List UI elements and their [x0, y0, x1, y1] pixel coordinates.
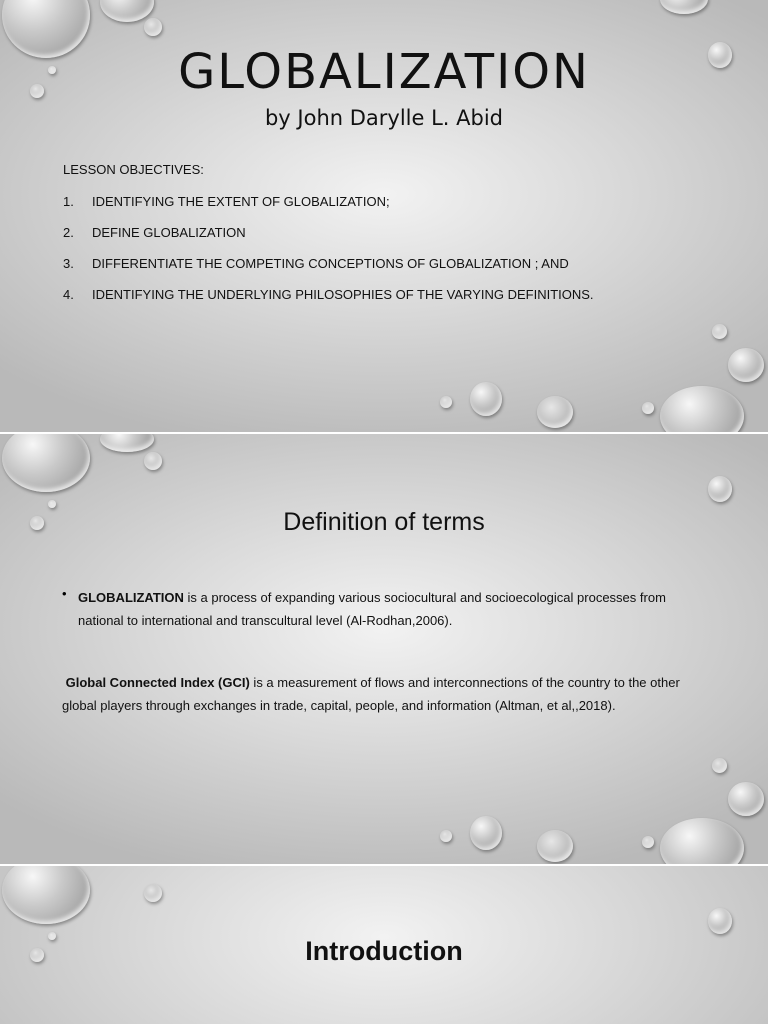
water-drop-decoration — [440, 830, 452, 842]
water-drop-decoration — [48, 500, 56, 508]
water-drop-decoration — [712, 758, 727, 773]
slide-title: GLOBALIZATION — [178, 44, 590, 100]
water-drop-decoration — [642, 836, 654, 848]
definition-text: is a process of expanding various sociocultural and socioecological processes from national to international and transcultural level (Al-Rodhan,2006). — [78, 590, 666, 628]
water-drop-decoration — [144, 452, 162, 470]
definition-text: is a measurement of flows and interconnections of the country to the other global players through exchanges in trade, capital, people, and information (Altman, et al,,2018). — [62, 675, 680, 713]
term-label: GLOBALIZATION — [78, 590, 184, 605]
water-drop-decoration — [100, 434, 154, 452]
bullet-marker: • — [62, 586, 67, 601]
objective-item: 1. IDENTIFYING THE EXTENT OF GLOBALIZATION; — [63, 194, 390, 209]
water-drop-decoration — [537, 830, 573, 862]
water-drop-decoration — [660, 818, 744, 864]
objectives-heading: LESSON OBJECTIVES: — [63, 162, 204, 177]
water-drop-decoration — [2, 866, 90, 924]
water-drop-decoration — [728, 782, 764, 816]
water-drop-decoration — [660, 0, 708, 14]
water-drop-decoration — [708, 908, 732, 934]
water-drop-decoration — [100, 0, 154, 22]
slide-title: Definition of terms — [283, 508, 485, 536]
water-drop-decoration — [537, 396, 573, 428]
water-drop-decoration — [642, 402, 654, 414]
water-drop-decoration — [2, 434, 90, 492]
water-drop-decoration — [440, 396, 452, 408]
water-drop-decoration — [144, 884, 162, 902]
term-label: Global Connected Index (GCI) — [65, 675, 250, 690]
water-drop-decoration — [470, 382, 502, 416]
objective-item: 2. DEFINE GLOBALIZATION — [63, 225, 246, 240]
water-drop-decoration — [470, 816, 502, 850]
objective-item: 4. IDENTIFYING THE UNDERLYING PHILOSOPHIES OF THE VARYING DEFINITIONS. — [63, 287, 594, 302]
definition-globalization — [78, 586, 708, 632]
water-drop-decoration — [728, 348, 764, 382]
water-drop-decoration — [660, 386, 744, 432]
definition-gci — [62, 671, 708, 717]
slide-title: Introduction — [305, 936, 463, 966]
water-drop-decoration — [144, 18, 162, 36]
objective-item: 3. DIFFERENTIATE THE COMPETING CONCEPTIONS OF GLOBALIZATION ; AND — [63, 256, 569, 271]
slide-2 — [0, 434, 768, 864]
water-drop-decoration — [708, 476, 732, 502]
slide-1 — [0, 0, 768, 432]
slide-3 — [0, 866, 768, 1024]
water-drop-decoration — [712, 324, 727, 339]
slide-subtitle: by John Darylle L. Abid — [264, 106, 504, 130]
